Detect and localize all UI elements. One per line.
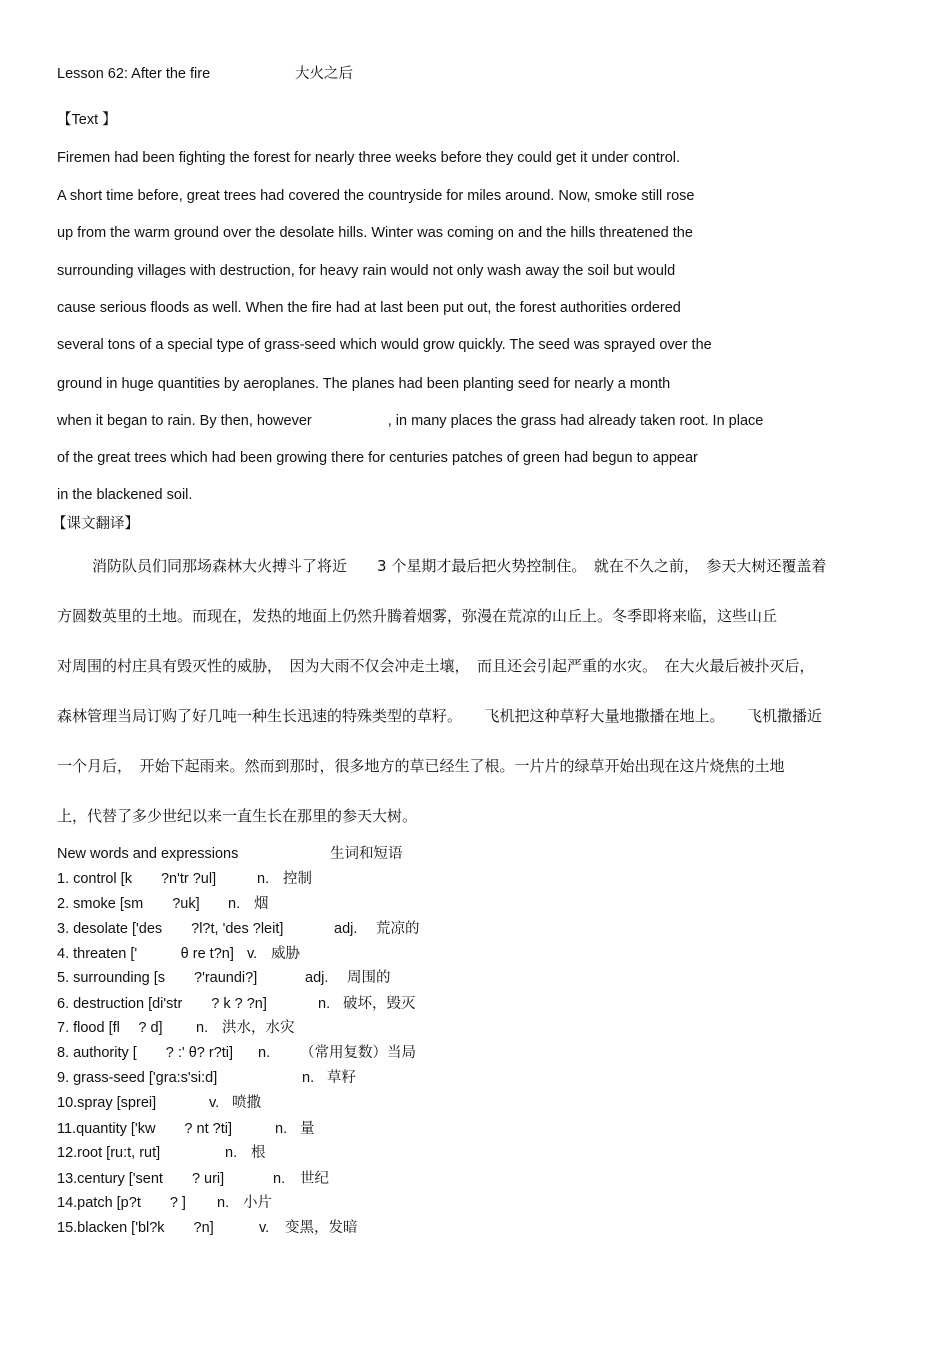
vocab-word: 10.spray [sprei] — [57, 1095, 157, 1111]
vocab-word: 3. desolate ['des ?l?t, 'des ?leit] — [57, 921, 284, 937]
vocab-word: 12.root [ru:t, rut] — [57, 1145, 161, 1161]
vocab-word: 2. smoke [sm ?uk] — [57, 896, 200, 912]
text-line: Firemen had been fighting the forest for nearly three weeks before they could get it under control. — [57, 150, 681, 166]
lesson-title-zh: 大火之后 — [295, 66, 353, 82]
vocab-word: 7. flood [fl ? d] — [57, 1020, 163, 1036]
vocab-pos: adj. — [305, 970, 329, 986]
text-line-part: , in many places the grass had already taken root. In place — [387, 413, 764, 429]
vocab-meaning: 世纪 — [300, 1171, 329, 1187]
vocab-word: 8. authority [ ? :' θ? r?ti] — [57, 1045, 234, 1061]
vocab-meaning: （常用复数）当局 — [300, 1045, 416, 1061]
vocab-meaning: 控制 — [283, 871, 312, 887]
vocab-word: 6. destruction [di'str ? k ? ?n] — [57, 996, 267, 1012]
text-line: several tons of a special type of grass-seed which would grow quickly. The seed was sprayed over the — [57, 337, 712, 353]
vocab-word: 4. threaten [' θ re t?n] — [57, 946, 234, 962]
lesson-title-en: Lesson 62: After the fire — [57, 66, 211, 82]
vocab-pos: n. — [258, 1045, 271, 1061]
vocab-word: 14.patch [p?t ? ] — [57, 1195, 186, 1211]
vocab-meaning: 草籽 — [327, 1070, 356, 1086]
vocab-word: 5. surrounding [s ?'raundi?] — [57, 970, 258, 986]
vocab-word: 1. control [k ?n'tr ?ul] — [57, 871, 217, 887]
vocab-meaning: 小片 — [243, 1195, 272, 1211]
vocab-meaning: 量 — [300, 1121, 315, 1137]
vocab-meaning: 洪水，水灾 — [222, 1020, 295, 1036]
vocab-meaning: 喷撒 — [232, 1095, 261, 1111]
vocab-pos: n. — [302, 1070, 315, 1086]
vocab-heading — [57, 845, 403, 863]
translation-line: 一个月后， 开始下起雨来。然而到那时，很多地方的草已经生了根。一片片的绿草开始出现在这片烧焦的土地 — [57, 757, 785, 775]
vocab-pos: v. — [259, 1220, 270, 1236]
vocab-pos: n. — [273, 1171, 286, 1187]
vocab-meaning: 根 — [251, 1145, 266, 1161]
vocab-pos: n. — [228, 896, 241, 912]
text-line: A short time before, great trees had covered the countryside for miles around. Now, smoke still rose — [57, 188, 695, 204]
vocab-pos: v. — [209, 1095, 220, 1111]
vocab-meaning: 荒凉的 — [376, 921, 420, 937]
vocab-pos: n. — [318, 996, 331, 1012]
vocab-meaning: 变黑，发暗 — [285, 1220, 358, 1236]
vocab-pos: n. — [257, 871, 270, 887]
text-line: cause serious floods as well. When the fire had at last been put out, the forest authorities ordered — [57, 300, 681, 316]
translation-line: 森林管理当局订购了好几吨一种生长迅速的特殊类型的草籽。 飞机把这种草籽大量地撒播在地上。 飞机撒播近 — [57, 707, 823, 725]
text-line: up from the warm ground over the desolate hills. Winter was coming on and the hills threatened the — [57, 225, 693, 241]
vocab-word: 13.century ['sent ? uri] — [57, 1171, 225, 1187]
translation-heading: 【课文翻译】 — [52, 516, 139, 532]
vocab-heading-en: New words and expressions — [57, 846, 239, 862]
vocab-pos: v. — [247, 946, 258, 962]
translation-line: 对周围的村庄具有毁灭性的威胁， 因为大雨不仅会冲走土壤， 而且还会引起严重的水灾。 在大火最后被扑灭后， — [57, 657, 815, 675]
translation-line: 方圆数英里的土地。而现在，发热的地面上仍然升腾着烟雾，弥漫在荒凉的山丘上。冬季即将来临，这些山丘 — [57, 607, 778, 625]
text-heading: 【Text 】 — [57, 112, 117, 128]
text-line: surrounding villages with destruction, for heavy rain would not only wash away the soil but would — [57, 263, 676, 279]
vocab-meaning: 破坏，毁灭 — [343, 996, 416, 1012]
lesson-title — [57, 65, 353, 83]
vocab-pos: n. — [225, 1145, 238, 1161]
vocab-word: 9. grass-seed ['gra:s'si:d] — [57, 1070, 218, 1086]
text-line-part: when it began to rain. By then, however — [57, 413, 312, 429]
vocab-word: 11.quantity ['kw ? nt ?ti] — [57, 1121, 232, 1137]
text-line: ground in huge quantities by aeroplanes. The planes had been planting seed for nearly a month — [57, 376, 671, 392]
vocab-pos: adj. — [334, 921, 358, 937]
vocab-meaning: 烟 — [254, 896, 269, 912]
vocab-pos: n. — [275, 1121, 288, 1137]
vocab-heading-zh: 生词和短语 — [330, 846, 403, 862]
text-line: in the blackened soil. — [57, 487, 193, 503]
vocab-meaning: 周围的 — [347, 970, 391, 986]
translation-line: 消防队员们同那场森林大火搏斗了将近 3 个星期才最后把火势控制住。 就在不久之前， 参天大树还覆盖着 — [92, 557, 827, 575]
text-line — [57, 412, 763, 430]
text-line: of the great trees which had been growing there for centuries patches of green had begun to appear — [57, 450, 698, 466]
translation-line: 上，代替了多少世纪以来一直生长在那里的参天大树。 — [57, 807, 418, 825]
vocab-pos: n. — [217, 1195, 230, 1211]
vocab-word: 15.blacken ['bl?k ?n] — [57, 1220, 214, 1236]
vocab-meaning: 威胁 — [271, 946, 300, 962]
vocab-pos: n. — [196, 1020, 209, 1036]
